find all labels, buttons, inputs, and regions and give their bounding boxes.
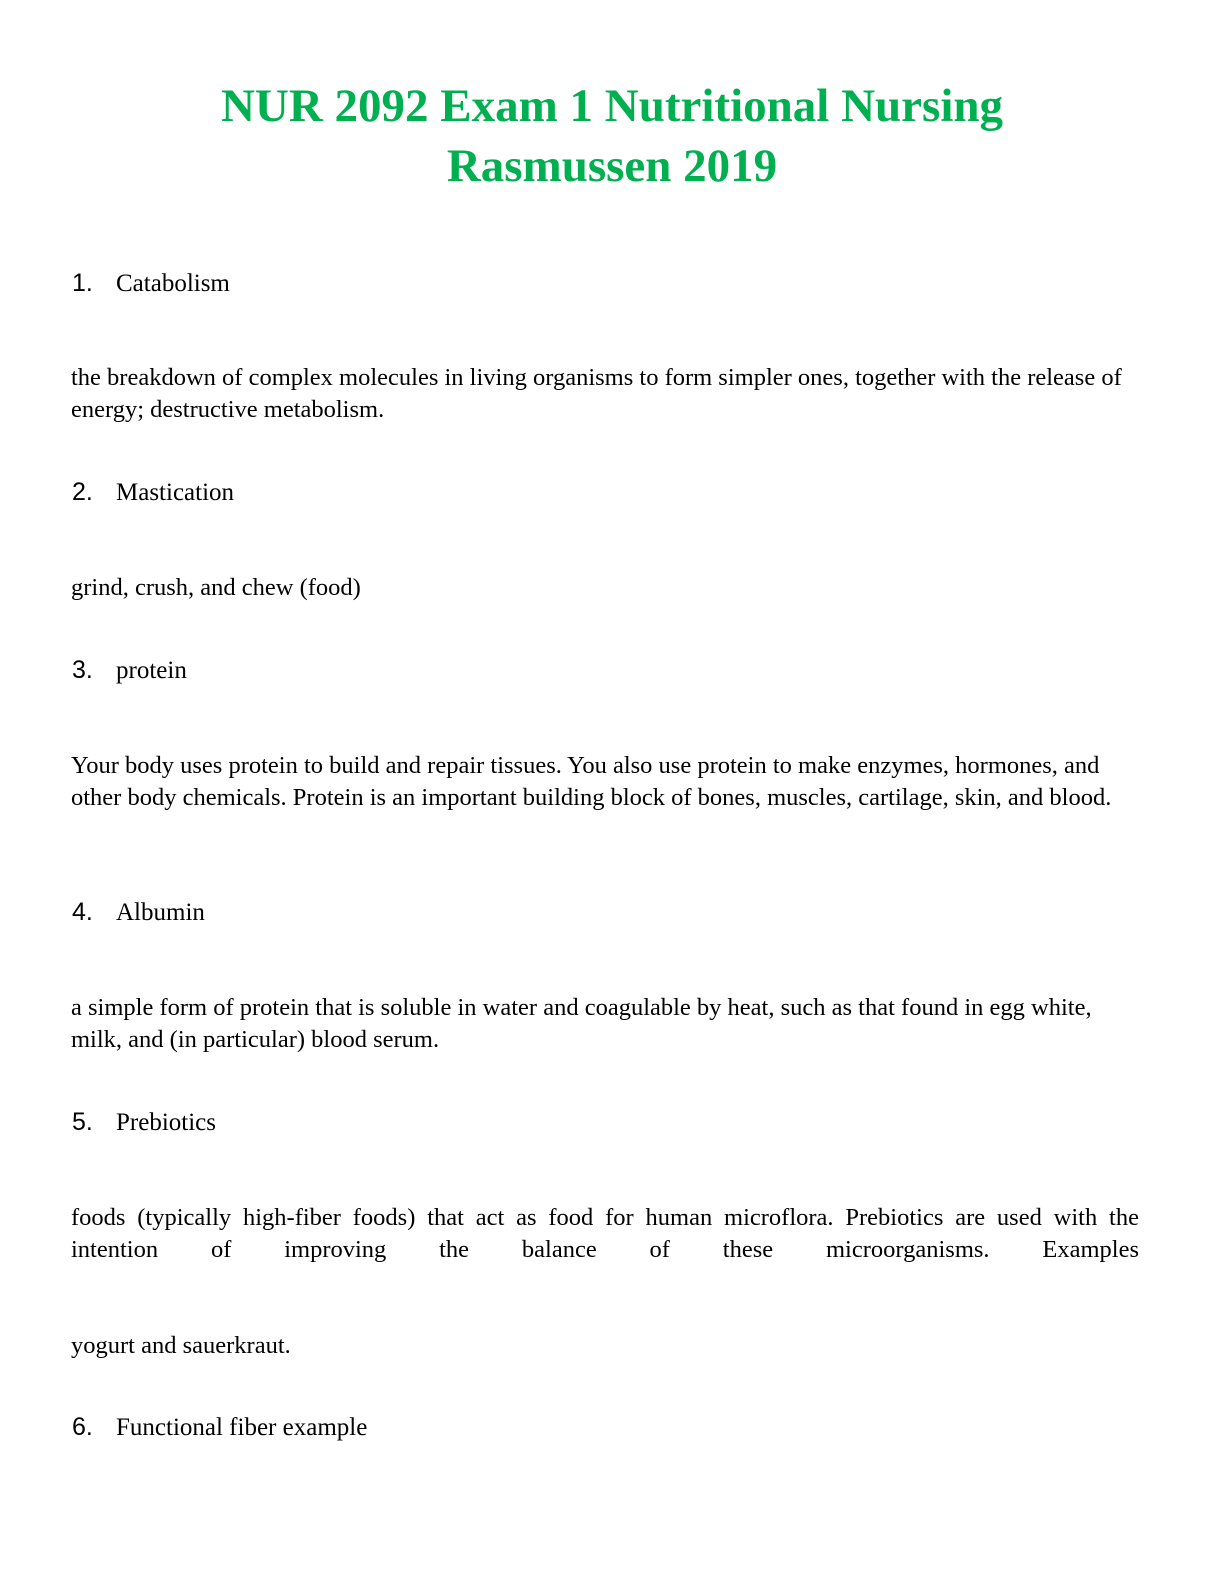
term-definition-5: foods (typically high-fiber foods) that act as food for human microflora. Prebiotics are used with the intention of improving the balance of these microorganisms. Examples <box>71 1204 1139 1263</box>
term-word: Albumin <box>116 899 205 926</box>
title-line-1: NUR 2092 Exam 1 Nutritional Nursing <box>220 80 1004 132</box>
term-word: Mastication <box>116 479 235 506</box>
term-word: Catabolism <box>116 270 230 297</box>
term-number: 2. <box>72 478 93 506</box>
term-heading-1 <box>72 268 230 299</box>
term-definition-3: Your body uses protein to build and repair tissues. You also use protein to make enzymes, hormones, and other body chemicals. Protein is an important building block of bones, muscles, cartilage, skin, and blood. <box>71 752 1112 811</box>
term-heading-3 <box>72 655 187 686</box>
term-definition-2: grind, crush, and chew (food) <box>71 574 361 601</box>
term-heading-6 <box>72 1412 367 1443</box>
term-number: 3. <box>72 656 93 684</box>
term-heading-5 <box>72 1107 216 1138</box>
term-word: protein <box>116 657 187 684</box>
term-heading-2 <box>72 477 234 508</box>
document-title <box>0 76 1224 196</box>
term-number: 4. <box>72 898 93 926</box>
term-definition-5-continued: yogurt and sauerkraut. <box>71 1332 291 1359</box>
term-word: Functional fiber example <box>116 1414 368 1441</box>
term-number: 5. <box>72 1108 93 1136</box>
term-heading-4 <box>72 897 205 928</box>
term-definition-1: the breakdown of complex molecules in living organisms to form simpler ones, together with the release of energy; destructive metabolism. <box>71 364 1122 423</box>
term-number: 1. <box>72 269 93 297</box>
title-line-2: Rasmussen 2019 <box>446 140 778 192</box>
term-definition-4: a simple form of protein that is soluble in water and coagulable by heat, such as that found in egg white, milk, and (in particular) blood serum. <box>71 994 1092 1053</box>
term-word: Prebiotics <box>116 1109 216 1136</box>
term-number: 6. <box>72 1413 93 1441</box>
